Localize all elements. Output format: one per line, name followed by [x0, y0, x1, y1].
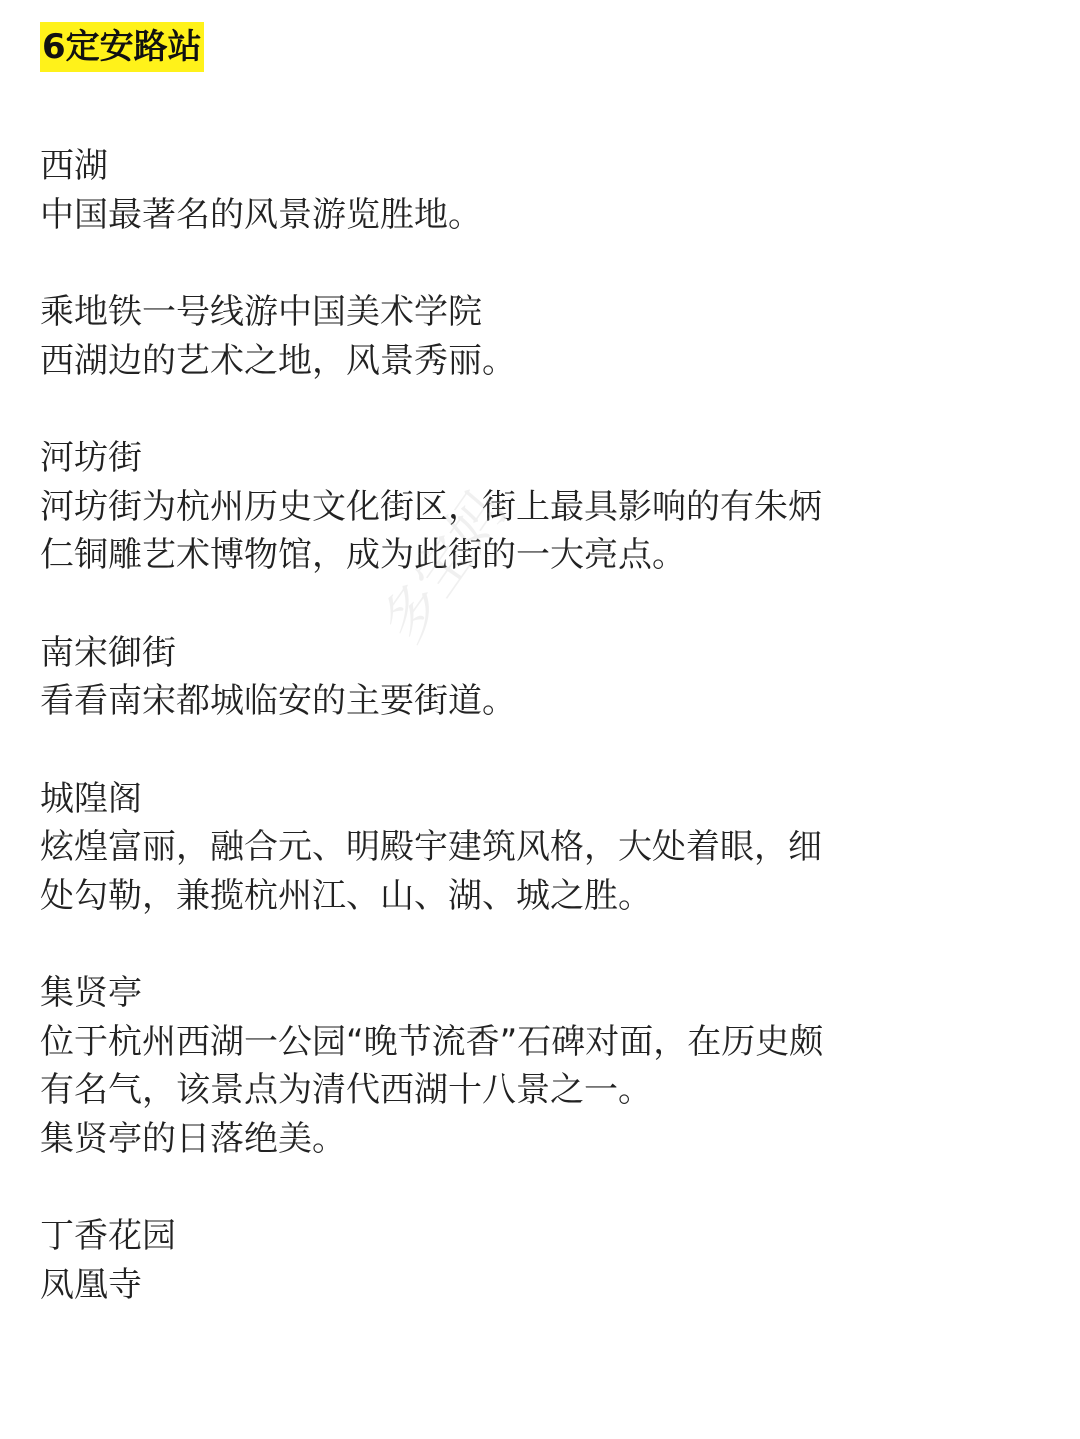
section-block: [40, 629, 1040, 726]
section-heading: 集贤亭: [40, 973, 142, 1013]
page-title: 6定安路站: [40, 22, 204, 72]
section-text: 有名气，该景点为清代西湖十八景之一。: [40, 1070, 652, 1110]
section-block: [40, 142, 1040, 239]
watermark: 多宝妈: [369, 479, 520, 655]
section-block: [40, 775, 1040, 921]
section-text: 看看南宋都城临安的主要街道。: [40, 681, 516, 721]
section-text: 中国最著名的风景游览胜地。: [40, 194, 482, 235]
section-heading: 西湖: [40, 146, 108, 186]
section-heading: 丁香花园: [40, 1216, 176, 1256]
section-block: [40, 1212, 1040, 1309]
section-block: [40, 969, 1040, 1163]
section-text: 集贤亭的日落绝美。: [40, 1118, 346, 1159]
section-text: 处勾勒，兼揽杭州江、山、湖、城之胜。: [40, 875, 652, 916]
section-heading: 乘地铁一号线游中国美术学院: [40, 292, 482, 332]
section-text: 凤凰寺: [40, 1264, 142, 1305]
section-text: 炫煌富丽，融合元、明殿宇建筑风格，大处着眼，细: [40, 827, 822, 867]
section-text: 仁铜雕艺术博物馆，成为此街的一大亮点。: [40, 535, 686, 575]
section-text: 位于杭州西湖一公园“晚节流香”石碑对面，在历史颇: [40, 1021, 824, 1062]
section-text: 西湖边的艺术之地，风景秀丽。: [40, 340, 516, 381]
section-block: [40, 434, 1040, 580]
section-heading: 城隍阁: [40, 778, 142, 819]
document-page: [40, 22, 1040, 1358]
section-heading: 南宋御街: [40, 632, 176, 673]
content: [40, 142, 1040, 1309]
section-text: 河坊街为杭州历史文化街区，街上最具影响的有朱炳: [40, 486, 822, 527]
section-heading: 河坊街: [40, 438, 142, 478]
section-block: [40, 288, 1040, 385]
